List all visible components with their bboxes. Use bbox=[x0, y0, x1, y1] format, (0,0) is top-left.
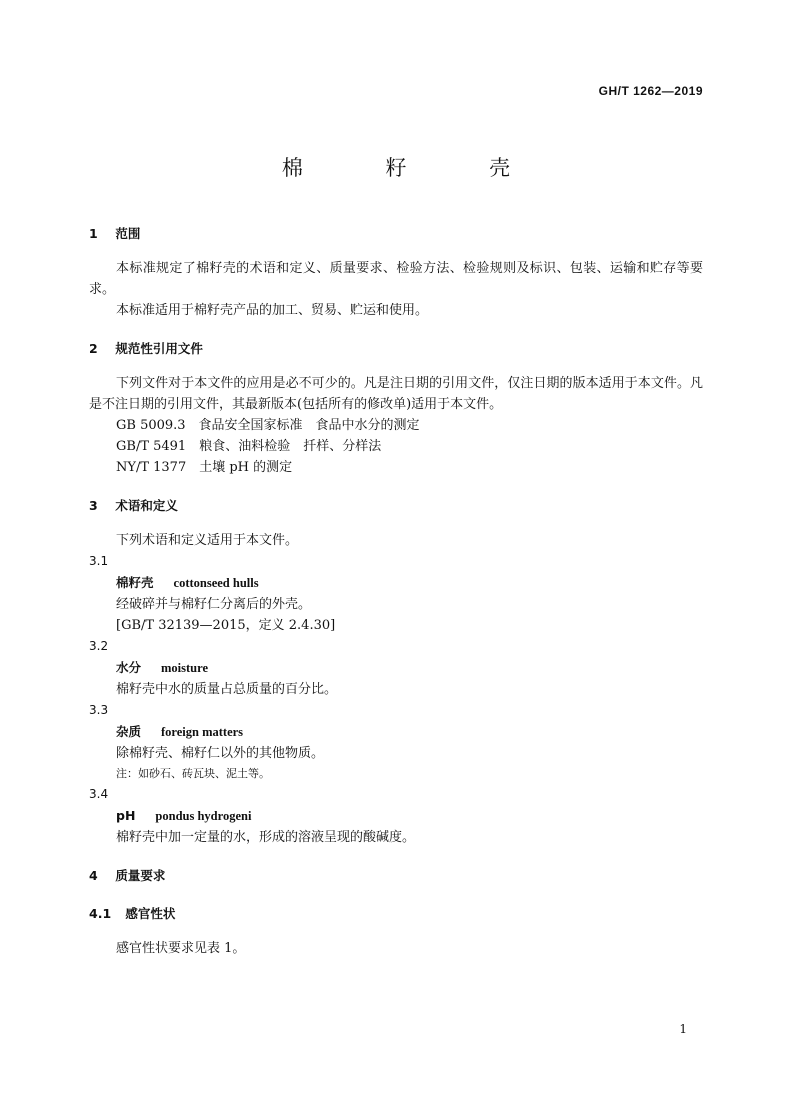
paragraph: 本标准适用于棉籽壳产品的加工、贸易、贮运和使用。 bbox=[116, 303, 429, 318]
term-definition: 棉籽壳中水的质量占总质量的百分比。 bbox=[116, 682, 338, 697]
reference-item: NY/T 1377 土壤 pH 的测定 bbox=[116, 460, 293, 475]
page-number: 1 bbox=[679, 1022, 687, 1036]
reference-item: GB/T 5491 粮食、油料检验 扦样、分样法 bbox=[116, 439, 382, 454]
subsection-title: 感官性状 bbox=[125, 906, 176, 921]
term-definition: 除棉籽壳、棉籽仁以外的其他物质。 bbox=[116, 746, 325, 761]
document-title: 棉 籽 壳 bbox=[281, 156, 549, 180]
section-title: 术语和定义 bbox=[115, 498, 178, 513]
section-number: 2 bbox=[89, 341, 98, 356]
standard-code: GH/T 1262—2019 bbox=[598, 84, 703, 98]
section-1-heading bbox=[89, 224, 703, 244]
section-title: 规范性引用文件 bbox=[115, 341, 203, 356]
term-english: cottonseed hulls bbox=[173, 576, 259, 590]
term-entry bbox=[89, 721, 703, 743]
section-2-heading bbox=[89, 339, 703, 359]
term-chinese: 水分 bbox=[116, 660, 142, 675]
subsection-4-1-heading bbox=[89, 904, 703, 924]
term-note: 注：如砂石、砖瓦块、泥土等。 bbox=[116, 767, 270, 780]
term-chinese: 杂质 bbox=[116, 724, 142, 739]
section-title: 质量要求 bbox=[115, 868, 166, 883]
term-entry bbox=[89, 657, 703, 679]
paragraph: 感官性状要求见表 1。 bbox=[116, 941, 246, 956]
section-title: 范围 bbox=[115, 226, 141, 241]
section-number: 4 bbox=[89, 868, 98, 883]
term-english: foreign matters bbox=[161, 725, 244, 739]
clause-number: 3.2 bbox=[89, 639, 109, 653]
paragraph: 本标准规定了棉籽壳的术语和定义、质量要求、检验方法、检验规则及标识、包装、运输和贮存等要求。 bbox=[89, 261, 703, 297]
term-chinese: pH bbox=[116, 808, 136, 823]
section-4-heading bbox=[89, 866, 703, 886]
paragraph: 下列术语和定义适用于本文件。 bbox=[116, 533, 299, 548]
term-english: pondus hydrogeni bbox=[155, 809, 252, 823]
subsection-number: 4.1 bbox=[89, 906, 112, 921]
term-definition: 棉籽壳中加一定量的水，形成的溶液呈现的酸碱度。 bbox=[116, 830, 416, 845]
term-chinese: 棉籽壳 bbox=[116, 575, 154, 590]
section-3-heading bbox=[89, 496, 703, 516]
term-entry bbox=[89, 805, 703, 827]
paragraph: 下列文件对于本文件的应用是必不可少的。凡是注日期的引用文件，仅注日期的版本适用于本文件。凡是不注日期的引用文件，其最新版本(包括所有的修改单)适用于本文件。 bbox=[89, 376, 703, 412]
term-english: moisture bbox=[161, 661, 209, 675]
section-number: 1 bbox=[89, 226, 98, 241]
clause-number: 3.1 bbox=[89, 554, 109, 568]
reference-item: GB 5009.3 食品安全国家标准 食品中水分的测定 bbox=[116, 418, 420, 433]
clause-number: 3.3 bbox=[89, 703, 109, 717]
document-body bbox=[89, 224, 703, 959]
clause-number: 3.4 bbox=[89, 787, 109, 801]
term-source: [GB/T 32139—2015，定义 2.4.30] bbox=[116, 618, 336, 633]
term-definition: 经破碎并与棉籽仁分离后的外壳。 bbox=[116, 597, 312, 612]
term-entry bbox=[89, 572, 703, 594]
section-number: 3 bbox=[89, 498, 98, 513]
